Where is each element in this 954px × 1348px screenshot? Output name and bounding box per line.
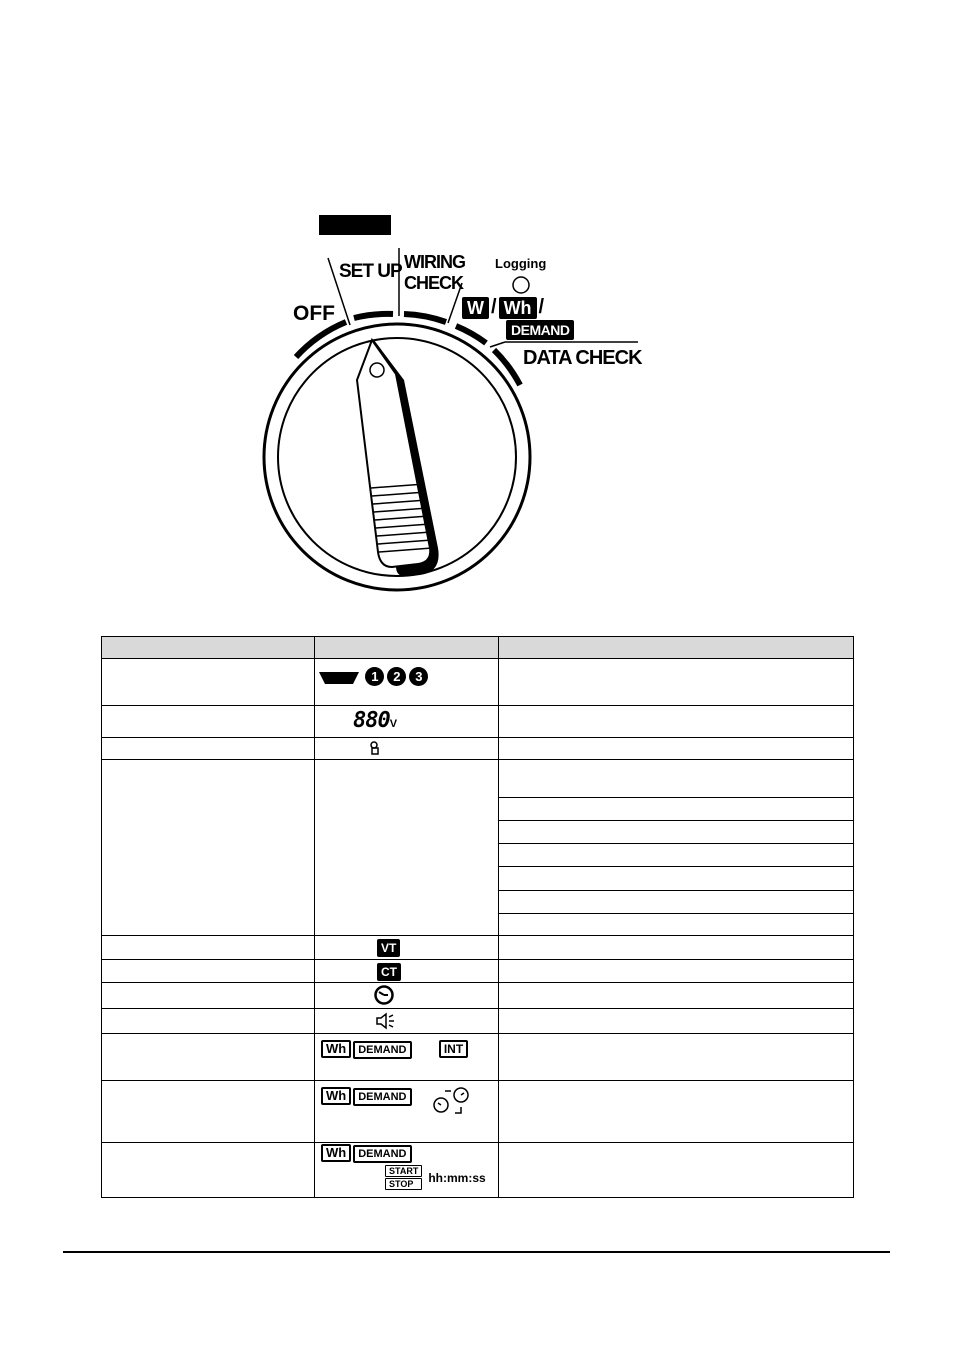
- table-row: [102, 1143, 854, 1198]
- dial-label-wiring-check: [404, 252, 465, 294]
- table-header-row: [102, 637, 854, 659]
- dial-label-off: OFF: [293, 302, 335, 325]
- wh-box: Wh: [321, 1144, 351, 1162]
- wiring-line-1: WIRING: [404, 252, 465, 272]
- rotary-switch-illustration: [250, 240, 670, 600]
- demand-box: DEMAND: [353, 1041, 411, 1059]
- w-badge: W: [462, 297, 489, 319]
- icon-cell-ct: [315, 960, 498, 981]
- settings-table: [101, 636, 854, 1198]
- icon-cell-clock: [315, 983, 498, 1008]
- demand-badge: DEMAND: [506, 320, 574, 340]
- dial-label-setup: SET UP: [339, 261, 402, 282]
- icon-cell-start-stop: [315, 1143, 498, 1190]
- wh-box: Wh: [321, 1040, 351, 1058]
- footer-rule: [63, 1251, 890, 1253]
- arc-off: [296, 322, 346, 357]
- table-row: [102, 738, 854, 760]
- dial-label-data-check: DATA CHECK: [523, 347, 642, 369]
- table-row: [102, 1009, 854, 1034]
- ct-badge: CT: [377, 963, 401, 981]
- table-row: [102, 760, 854, 798]
- voltage-unit: V: [389, 718, 398, 730]
- key-lock-icon: [369, 741, 381, 755]
- slash-1: /: [491, 296, 497, 318]
- arc-setup: [354, 314, 393, 318]
- buzzer-icon: [375, 1012, 395, 1030]
- table-row: [102, 1081, 854, 1143]
- icon-cell-vt: [315, 936, 498, 957]
- table-row: [102, 983, 854, 1009]
- clock-icon: [373, 985, 395, 1005]
- icon-cell-buzzer: [315, 1009, 498, 1033]
- channel-1-icon: 1: [365, 667, 384, 686]
- icon-cell-wiring: [315, 659, 502, 686]
- channel-2-icon: 2: [387, 667, 406, 686]
- arc-wiring: [404, 314, 446, 322]
- dial-label-w-wh: [462, 296, 544, 319]
- voltage-segment-digits: 880: [353, 708, 390, 733]
- section-label-bar: [319, 215, 391, 235]
- table-row: [102, 659, 854, 706]
- timer-clocks-icon: [431, 1085, 475, 1117]
- icon-cell-timer: [315, 1081, 498, 1106]
- wiring-bar-icon: [319, 671, 359, 685]
- channel-3-icon: 3: [409, 667, 428, 686]
- icon-cell-key: [315, 738, 498, 758]
- table-row: [102, 936, 854, 960]
- wh-box: Wh: [321, 1087, 351, 1105]
- table-row: [102, 960, 854, 983]
- vt-badge: VT: [377, 939, 400, 957]
- wh-badge: Wh: [499, 297, 537, 319]
- dial-label-logging: Logging: [495, 256, 547, 271]
- icon-cell-interval: [315, 1034, 498, 1059]
- stop-box: STOP: [385, 1178, 422, 1190]
- start-box: START: [385, 1165, 422, 1177]
- dial-label-demand: [506, 320, 574, 340]
- demand-box: DEMAND: [353, 1088, 411, 1106]
- logging-indicator-icon: [513, 277, 529, 293]
- slash-2: /: [538, 296, 545, 318]
- demand-box: DEMAND: [353, 1145, 411, 1163]
- knob-dot: [370, 363, 384, 377]
- table-row: [102, 1034, 854, 1081]
- int-box: INT: [439, 1040, 468, 1058]
- icon-cell-voltage: [315, 706, 498, 733]
- wiring-line-2: CHECK: [404, 273, 464, 293]
- table-row: [102, 706, 854, 738]
- time-format: hh:mm:ss: [428, 1170, 486, 1185]
